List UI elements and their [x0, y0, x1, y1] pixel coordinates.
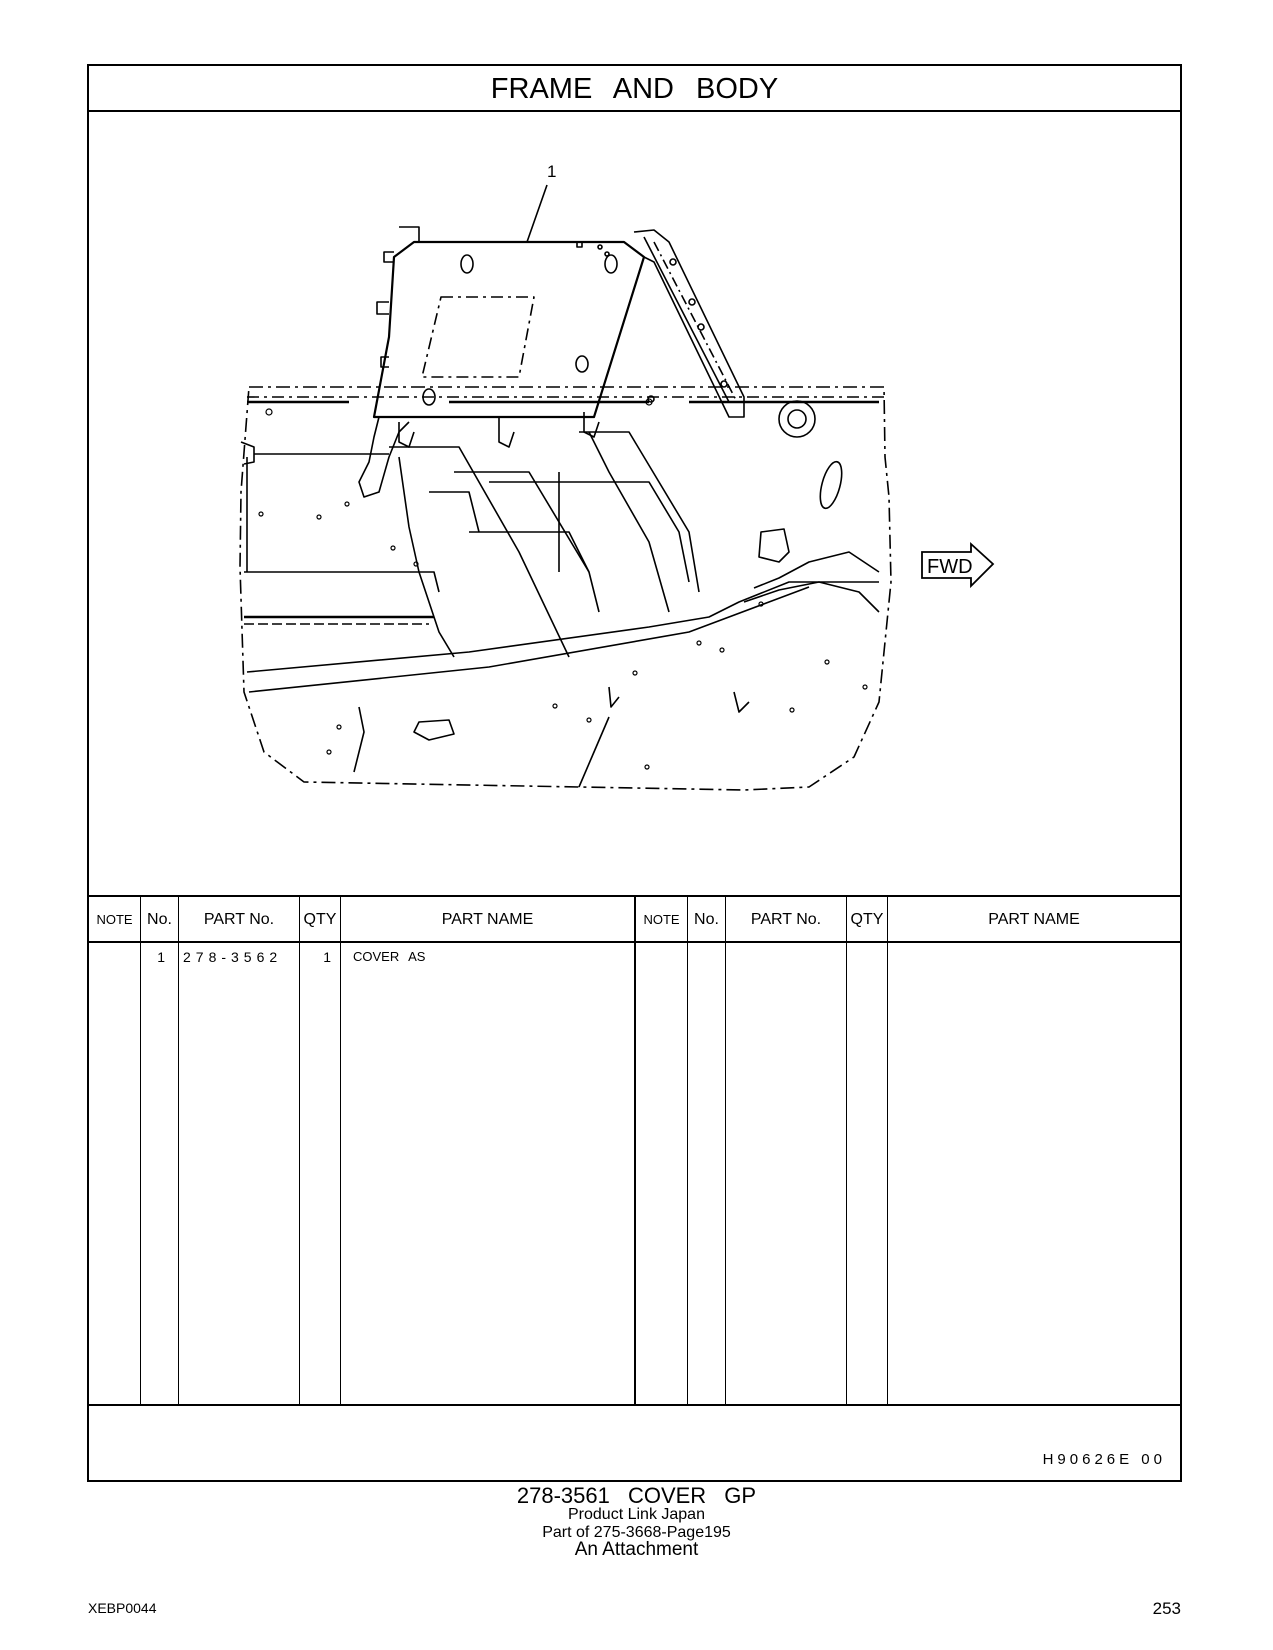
row-1-part-name: COVER AS [353, 949, 426, 964]
parts-page-frame [87, 64, 1182, 1482]
parent-reference: Part of 275-3668-Page195 [542, 1524, 731, 1541]
attachment-note: An Attachment [574, 1539, 699, 1560]
group-title: 278-3561 COVER GP [516, 1483, 757, 1508]
row-1-part-no: 278-3562 [183, 949, 283, 965]
header-part-no: PART No. [179, 897, 299, 943]
col-part-no-left [179, 897, 300, 1404]
header-note: NOTE [89, 897, 140, 943]
fwd-label: FWD [927, 556, 973, 578]
row-1-no: 1 [157, 949, 170, 965]
col-part-name-left [341, 897, 636, 1404]
parts-table [89, 895, 1180, 1406]
col-qty-right [847, 897, 888, 1404]
page-number: 253 [1152, 1599, 1181, 1618]
col-part-name-right [888, 897, 1180, 1404]
body-outline [240, 387, 891, 790]
callout-number: 1 [547, 162, 557, 181]
header-part-name: PART NAME [341, 897, 634, 943]
col-note-left [89, 897, 141, 1404]
header-note: NOTE [636, 897, 687, 943]
header-qty: QTY [847, 897, 887, 943]
header-part-no: PART No. [726, 897, 846, 943]
col-part-no-right [726, 897, 847, 1404]
header-no: No. [141, 897, 178, 943]
col-no-right [688, 897, 726, 1404]
row-1-qty: 1 [323, 949, 336, 965]
parts-illustration [89, 112, 1180, 895]
cover-plate [374, 242, 644, 417]
col-note-right [636, 897, 688, 1404]
group-subtitle: Product Link Japan [568, 1506, 705, 1523]
illustration-code: H90626E 00 [1042, 1451, 1166, 1468]
col-qty-left [300, 897, 341, 1404]
header-part-name: PART NAME [888, 897, 1180, 943]
col-no-left [141, 897, 179, 1404]
page-title: FRAME AND BODY [89, 66, 1180, 112]
document-id: XEBP0044 [88, 1600, 157, 1616]
header-no: No. [688, 897, 725, 943]
header-qty: QTY [300, 897, 340, 943]
